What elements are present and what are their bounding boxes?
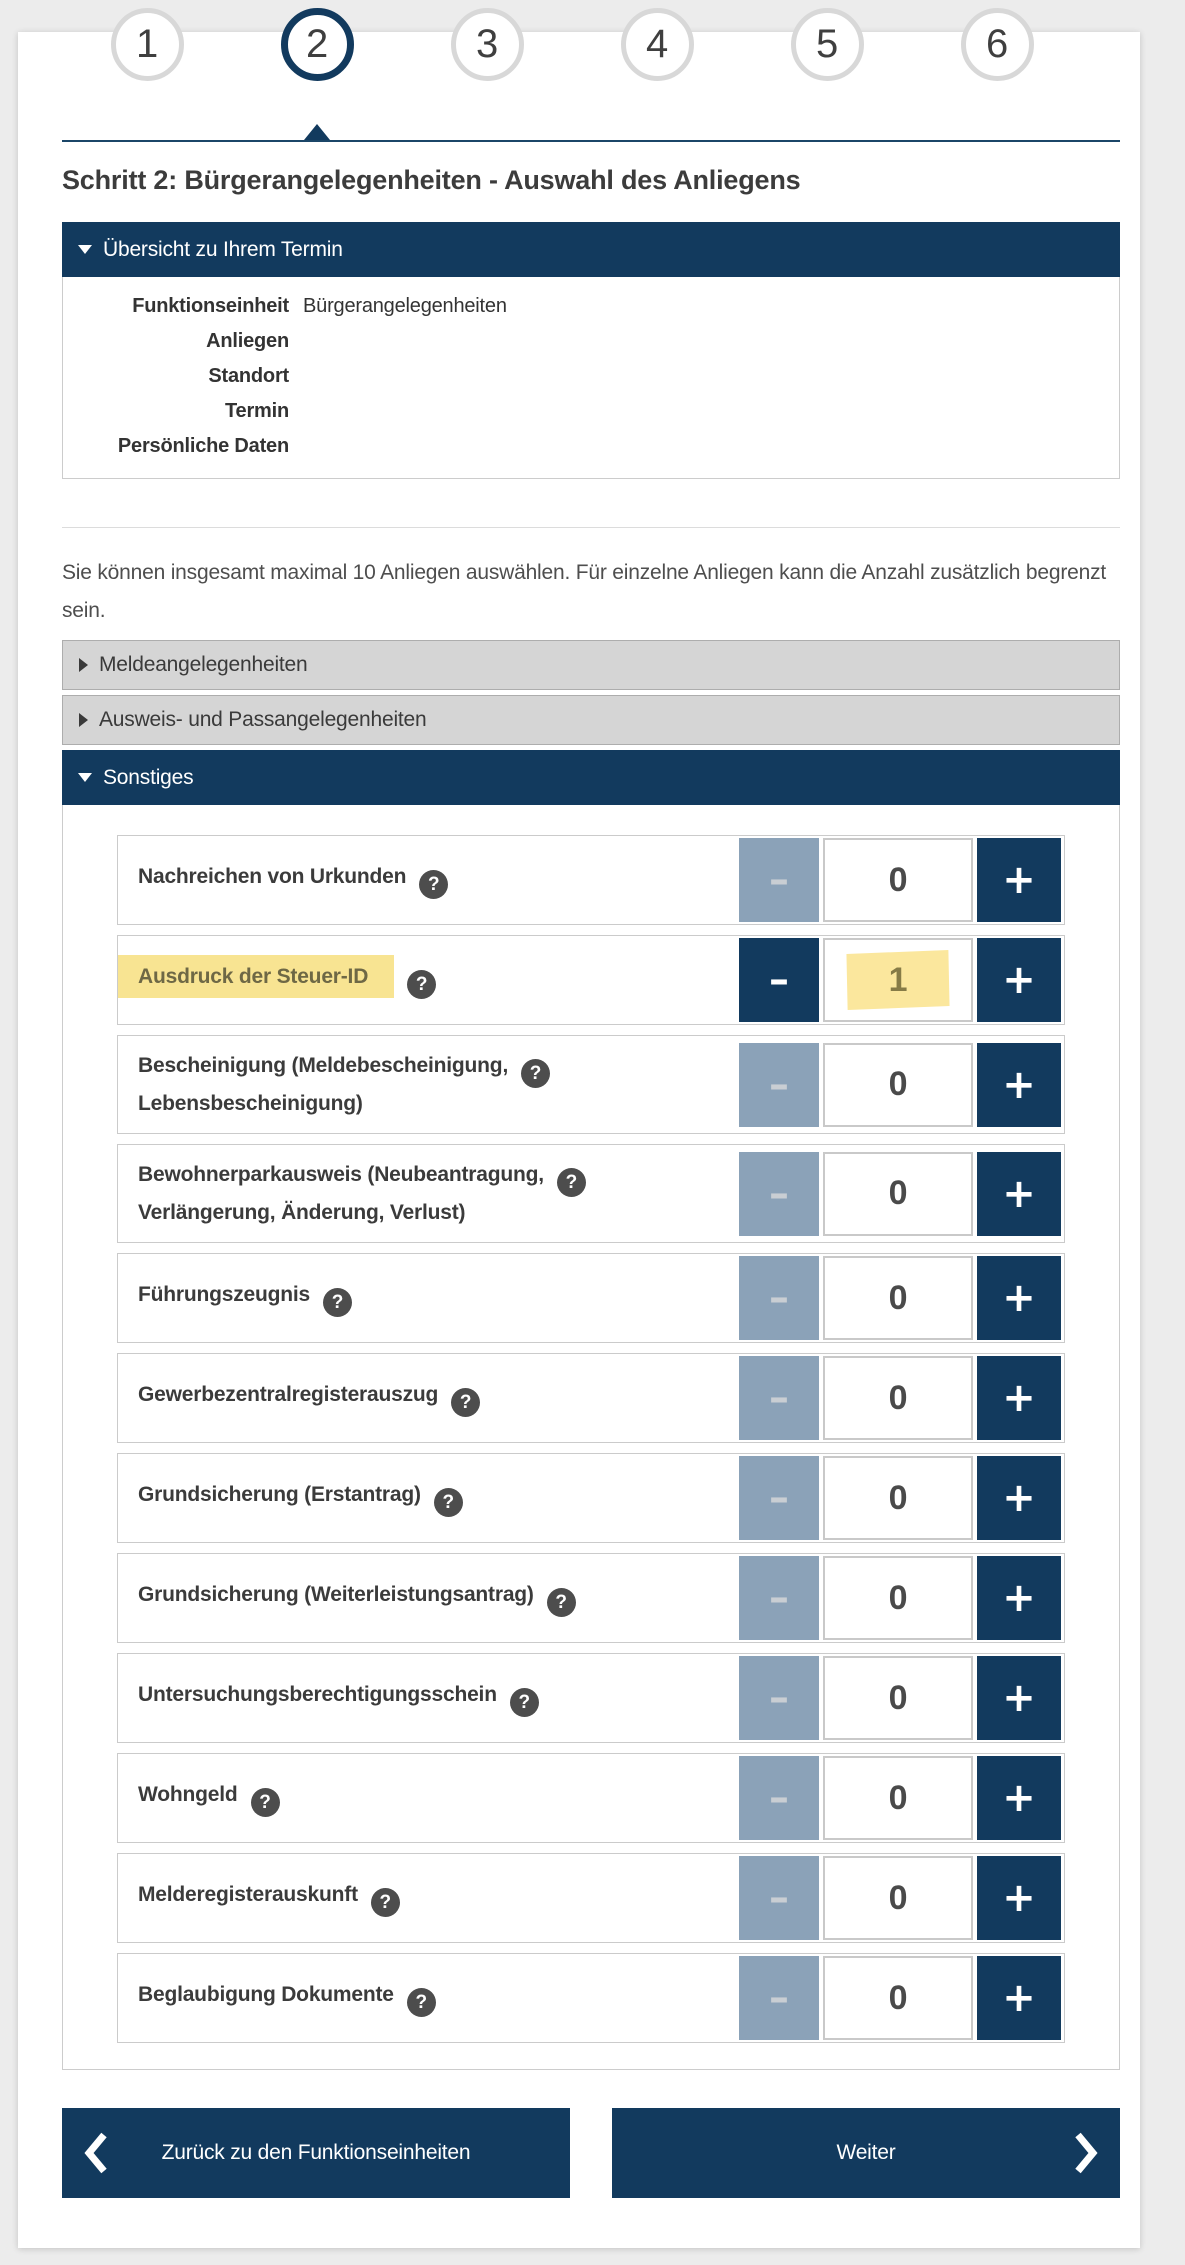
anliegen-row-bewohnerparkausweis	[117, 1144, 1065, 1243]
decrease-button[interactable]: –	[739, 1956, 819, 2040]
next-button[interactable]	[612, 2108, 1120, 2198]
overview-row-label: Standort	[208, 365, 289, 387]
next-button-label: Weiter	[836, 2141, 896, 2164]
step-3: 3	[451, 8, 524, 81]
category-accordions	[62, 640, 1120, 805]
anliegen-label-text: Bewohnerparkausweis (Neubeantragung,	[138, 1163, 544, 1186]
overview-row	[63, 359, 1119, 394]
quantity-stepper	[739, 1656, 1061, 1740]
increase-button[interactable]: +	[977, 1356, 1061, 1440]
increase-button[interactable]: +	[977, 1656, 1061, 1740]
increase-button[interactable]: +	[977, 1956, 1061, 2040]
anliegen-label	[118, 1565, 739, 1631]
anliegen-label	[118, 1765, 739, 1831]
help-icon[interactable]: ?	[407, 1988, 436, 2017]
anliegen-row-wohngeld	[117, 1753, 1065, 1843]
decrease-button[interactable]: –	[739, 1152, 819, 1236]
overview-accordion	[62, 222, 1120, 479]
anliegen-label	[118, 1036, 739, 1133]
caret-right-icon	[79, 658, 88, 672]
section-divider	[62, 527, 1120, 528]
chevron-right-icon	[1074, 2131, 1098, 2175]
decrease-button[interactable]: –	[739, 1656, 819, 1740]
anliegen-label-text-line2: Lebensbescheinigung)	[138, 1092, 363, 1115]
page-title: Schritt 2: Bürgerangelegenheiten - Auswahl des Anliegens	[62, 165, 801, 195]
decrease-button[interactable]: –	[739, 1043, 819, 1127]
anliegen-label-text: Grundsicherung (Weiterleistungsantrag)	[138, 1583, 534, 1606]
count-value[interactable]	[823, 1456, 973, 1540]
help-icon[interactable]: ?	[407, 970, 436, 999]
increase-button[interactable]: +	[977, 1043, 1061, 1127]
count-digit: 0	[888, 1578, 908, 1617]
anliegen-label-text-highlighted: Ausdruck der Steuer-ID	[118, 955, 394, 998]
step-1: 1	[111, 8, 184, 81]
overview-row-label: Funktionseinheit	[132, 295, 289, 317]
accordion-label: Meldeangelegenheiten	[99, 653, 308, 676]
anliegen-row-ausdruck-der-steuer-id	[117, 935, 1065, 1025]
count-value[interactable]	[823, 1356, 973, 1440]
decrease-button[interactable]: –	[739, 1856, 819, 1940]
count-value[interactable]	[823, 1256, 973, 1340]
anliegen-row-melderegisterauskunft	[117, 1853, 1065, 1943]
anliegen-label	[118, 847, 739, 913]
anliegen-label-text: Gewerbezentralregisterauszug	[138, 1383, 439, 1406]
quantity-stepper	[739, 1856, 1061, 1940]
count-value[interactable]	[823, 1756, 973, 1840]
caret-down-icon	[78, 245, 92, 254]
count-digit: 0	[888, 1278, 908, 1317]
quantity-stepper	[739, 1256, 1061, 1340]
anliegen-label	[118, 1665, 739, 1731]
count-value[interactable]	[823, 1152, 973, 1236]
accordion-header-meldeangelegenheiten[interactable]	[62, 640, 1120, 690]
count-value[interactable]	[823, 1656, 973, 1740]
count-value[interactable]	[823, 1856, 973, 1940]
step-6: 6	[961, 8, 1034, 81]
anliegen-label-text: Wohngeld	[138, 1783, 238, 1806]
anliegen-label-text: Melderegisterauskunft	[138, 1883, 358, 1906]
quantity-stepper	[739, 1756, 1061, 1840]
back-button[interactable]	[62, 2108, 570, 2198]
anliegen-row-fuehrungszeugnis	[117, 1253, 1065, 1343]
overview-row-label: Termin	[225, 400, 289, 422]
count-digit: 0	[888, 1778, 908, 1817]
anliegen-row-grundsicherung-erstantrag	[117, 1453, 1065, 1543]
quantity-stepper	[739, 1356, 1061, 1440]
help-icon[interactable]: ?	[434, 1488, 463, 1517]
anliegen-label-text: Beglaubigung Dokumente	[138, 1983, 394, 2006]
step-indicator-line	[62, 140, 1120, 142]
decrease-button[interactable]: –	[739, 1756, 819, 1840]
anliegen-label	[118, 1965, 739, 2031]
count-digit: 0	[888, 1478, 908, 1517]
overview-row-label: Anliegen	[206, 330, 289, 352]
caret-right-icon	[79, 713, 88, 727]
increase-button[interactable]: +	[977, 1856, 1061, 1940]
increase-button[interactable]: +	[977, 938, 1061, 1022]
anliegen-row-nachreichen-von-urkunden	[117, 835, 1065, 925]
overview-body	[62, 277, 1120, 479]
anliegen-label-text: Untersuchungsberechtigungsschein	[138, 1683, 497, 1706]
accordion-header-sonstiges[interactable]	[62, 750, 1120, 805]
anliegen-label-text-line2: Verlängerung, Änderung, Verlust)	[138, 1201, 466, 1224]
decrease-button[interactable]: –	[739, 938, 819, 1022]
increase-button[interactable]: +	[977, 838, 1061, 922]
anliegen-label	[118, 947, 739, 1013]
overview-row	[63, 429, 1119, 464]
anliegen-label	[118, 1145, 739, 1242]
anliegen-label-text: Nachreichen von Urkunden	[138, 865, 407, 888]
info-text: Sie können insgesamt maximal 10 Anliegen auswählen. Für einzelne Anliegen kann die Anzahl zusätzlich begrenzt sein.	[62, 561, 1107, 622]
quantity-stepper	[739, 1152, 1061, 1236]
help-icon[interactable]: ?	[521, 1059, 550, 1088]
count-digit: 0	[888, 860, 908, 899]
decrease-button[interactable]: –	[739, 838, 819, 922]
count-value[interactable]	[823, 1556, 973, 1640]
count-digit: 0	[888, 1065, 908, 1103]
step-4: 4	[621, 8, 694, 81]
quantity-stepper	[739, 1043, 1061, 1127]
quantity-stepper	[739, 1556, 1061, 1640]
count-digit: 0	[888, 1174, 908, 1212]
decrease-button[interactable]: –	[739, 1356, 819, 1440]
anliegen-label-text: Grundsicherung (Erstantrag)	[138, 1483, 421, 1506]
anliegen-row-bescheinigung	[117, 1035, 1065, 1134]
count-digit: 0	[888, 1878, 908, 1917]
caret-down-icon	[78, 773, 92, 782]
accordion-header-ausweis-und-passangelegenheiten[interactable]	[62, 695, 1120, 745]
help-icon[interactable]: ?	[323, 1288, 352, 1317]
help-icon[interactable]: ?	[251, 1788, 280, 1817]
anliegen-row-untersuchungsberechtigungsschein	[117, 1653, 1065, 1743]
count-value[interactable]	[823, 1043, 973, 1127]
quantity-stepper	[739, 938, 1061, 1022]
count-value[interactable]	[823, 1956, 973, 2040]
help-icon[interactable]: ?	[547, 1588, 576, 1617]
help-icon[interactable]: ?	[451, 1388, 480, 1417]
help-icon[interactable]: ?	[510, 1688, 539, 1717]
anliegen-row-grundsicherung-weiterleistungsantrag	[117, 1553, 1065, 1643]
increase-button[interactable]: +	[977, 1456, 1061, 1540]
overview-row	[63, 394, 1119, 429]
help-icon[interactable]: ?	[419, 870, 448, 899]
anliegen-label	[118, 1865, 739, 1931]
sonstiges-panel	[62, 805, 1120, 2070]
quantity-stepper	[739, 1456, 1061, 1540]
count-digit: 0	[888, 1678, 908, 1717]
current-step-arrow-icon	[304, 124, 330, 140]
anliegen-label-text: Bescheinigung (Meldebescheinigung,	[138, 1054, 509, 1077]
accordion-label: Sonstiges	[103, 765, 194, 789]
quantity-stepper	[739, 838, 1061, 922]
help-icon[interactable]: ?	[557, 1168, 586, 1197]
step-2-current: 2	[281, 8, 354, 81]
anliegen-label	[118, 1265, 739, 1331]
overview-accordion-title: Übersicht zu Ihrem Termin	[103, 237, 343, 261]
overview-accordion-header[interactable]	[62, 222, 1120, 277]
decrease-button[interactable]: –	[739, 1256, 819, 1340]
count-digit: 0	[888, 1378, 908, 1417]
increase-button[interactable]: +	[977, 1556, 1061, 1640]
anliegen-label-text: Führungszeugnis	[138, 1283, 310, 1306]
overview-row	[63, 289, 1119, 324]
anliegen-row-beglaubigung-dokumente	[117, 1953, 1065, 2043]
decrease-button[interactable]: –	[739, 1556, 819, 1640]
count-digit: 1	[888, 960, 908, 999]
quantity-stepper	[739, 1956, 1061, 2040]
help-icon[interactable]: ?	[371, 1888, 400, 1917]
overview-row-value: Bürgerangelegenheiten	[303, 295, 507, 317]
step-5: 5	[791, 8, 864, 81]
back-button-label: Zurück zu den Funktionseinheiten	[161, 2141, 471, 2164]
decrease-button[interactable]: –	[739, 1456, 819, 1540]
accordion-label: Ausweis- und Passangelegenheiten	[99, 708, 427, 731]
footer-navigation	[62, 2108, 1120, 2198]
overview-row	[63, 324, 1119, 359]
increase-button[interactable]: +	[977, 1756, 1061, 1840]
anliegen-label	[118, 1465, 739, 1531]
chevron-left-icon	[84, 2131, 108, 2175]
count-value[interactable]	[823, 938, 973, 1022]
overview-row-label: Persönliche Daten	[117, 435, 289, 457]
count-digit: 0	[888, 1978, 908, 2017]
anliegen-label	[118, 1365, 739, 1431]
anliegen-row-gewerbezentralregisterauszug	[117, 1353, 1065, 1443]
increase-button[interactable]: +	[977, 1256, 1061, 1340]
content-panel	[18, 32, 1140, 2248]
increase-button[interactable]: +	[977, 1152, 1061, 1236]
count-value[interactable]	[823, 838, 973, 922]
